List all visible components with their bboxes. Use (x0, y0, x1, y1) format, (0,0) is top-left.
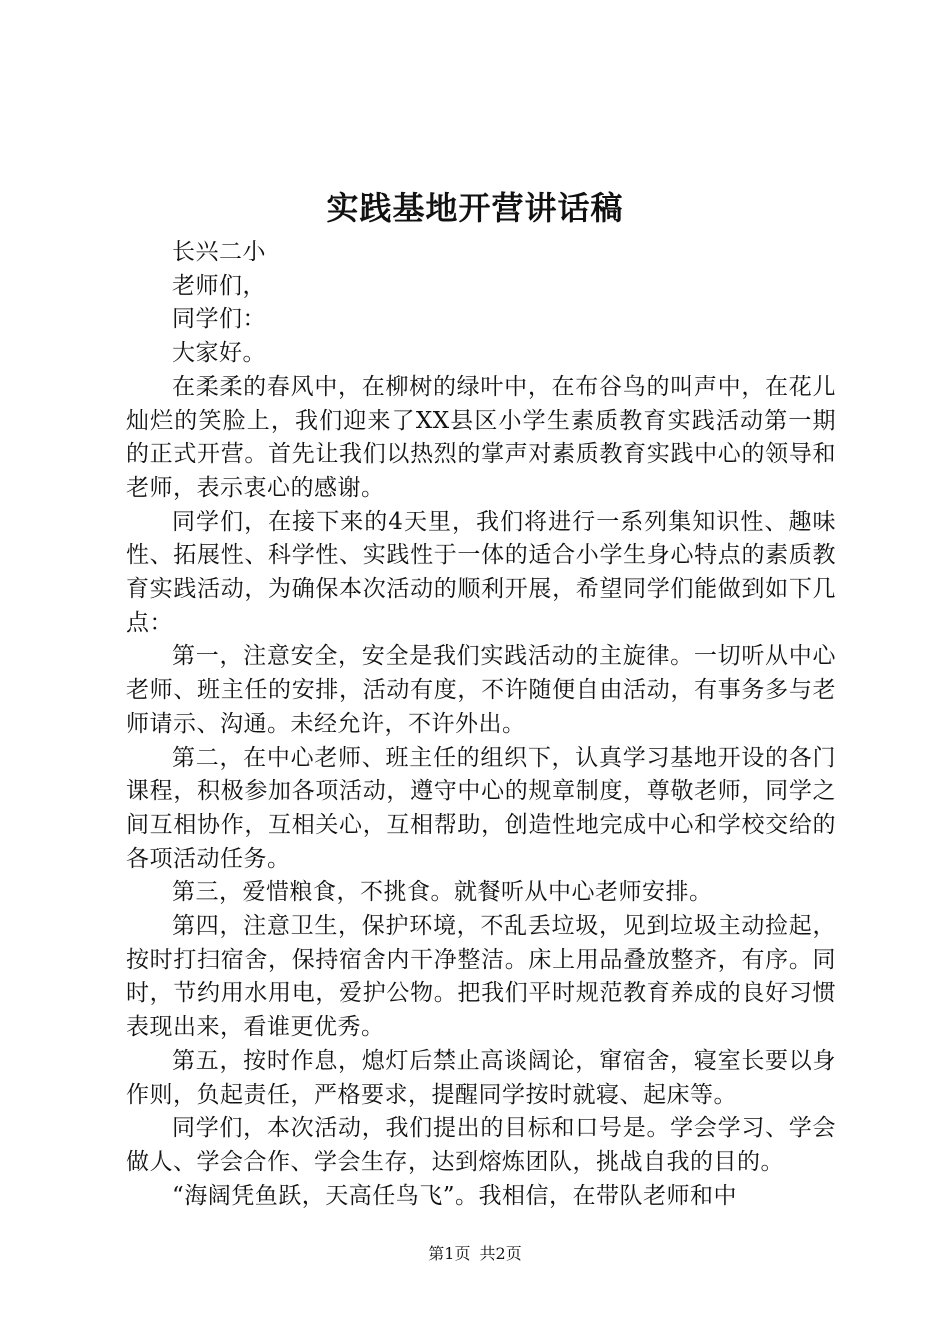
paragraph-point-1: 第一，注意安全，安全是我们实践活动的主旋律。一切听从中心老师、班主任的安排，活动有度，不许随便自由活动，有事务多与老师请示、沟通。未经允许，不许外出。 (126, 643, 836, 737)
paragraph-opening: 在柔柔的春风中，在柳树的绿叶中，在布谷鸟的叫声中，在花儿灿烂的笑脸上，我们迎来了XX县区小学生素质教育实践活动第一期的正式开营。首先让我们以热烈的掌声对素质教育实践中心的领导和老师，表示衷心的感谢。 (126, 373, 836, 501)
paragraph-point-3: 第三，爱惜粮食，不挑食。就餐听从中心老师安排。 (172, 879, 713, 906)
page-footer (0, 1244, 950, 1264)
paragraph-closing: “海阔凭鱼跃，天高任鸟飞”。我相信，在带队老师和中 (172, 1182, 738, 1209)
page-total: 共2页 (479, 1244, 522, 1263)
paragraph-point-4: 第四，注意卫生，保护环境，不乱丢垃圾，见到垃圾主动捡起，按时打扫宿舍，保持宿舍内干净整洁。床上用品叠放整齐，有序。同时，节约用水用电，爱护公物。把我们平时规范教育养成的良好习惯表现出来，看谁更优秀。 (126, 913, 836, 1041)
paragraph-hello: 大家好。 (172, 340, 266, 367)
page-number: 第1页 (428, 1244, 471, 1263)
document-title: 实践基地开营讲话稿 (326, 189, 624, 227)
paragraph-greeting-students: 同学们： (172, 306, 266, 333)
paragraph-school: 长兴二小 (172, 239, 266, 265)
paragraph-intro: 同学们，在接下来的4天里，我们将进行一系列集知识性、趣味性、拓展性、科学性、实践性于一体的适合小学生身心特点的素质教育实践活动，为确保本次活动的顺利开展，希望同学们能做到如下几点： (126, 508, 836, 636)
paragraph-point-2: 第二，在中心老师、班主任的组织下，认真学习基地开设的各门课程，积极参加各项活动，遵守中心的规章制度，尊敬老师，同学之间互相协作，互相关心，互相帮助，创造性地完成中心和学校交给的各项活动任务。 (126, 744, 836, 872)
document-body (126, 236, 836, 1213)
paragraph-point-5: 第五，按时作息，熄灯后禁止高谈阔论，窜宿舍，寝室长要以身作则，负起责任，严格要求，提醒同学按时就寝、起床等。 (126, 1047, 836, 1108)
paragraph-goals: 同学们，本次活动，我们提出的目标和口号是。学会学习、学会做人、学会合作、学会生存，达到熔炼团队，挑战自我的目的。 (126, 1115, 836, 1175)
paragraph-greeting-teachers: 老师们， (172, 272, 266, 299)
